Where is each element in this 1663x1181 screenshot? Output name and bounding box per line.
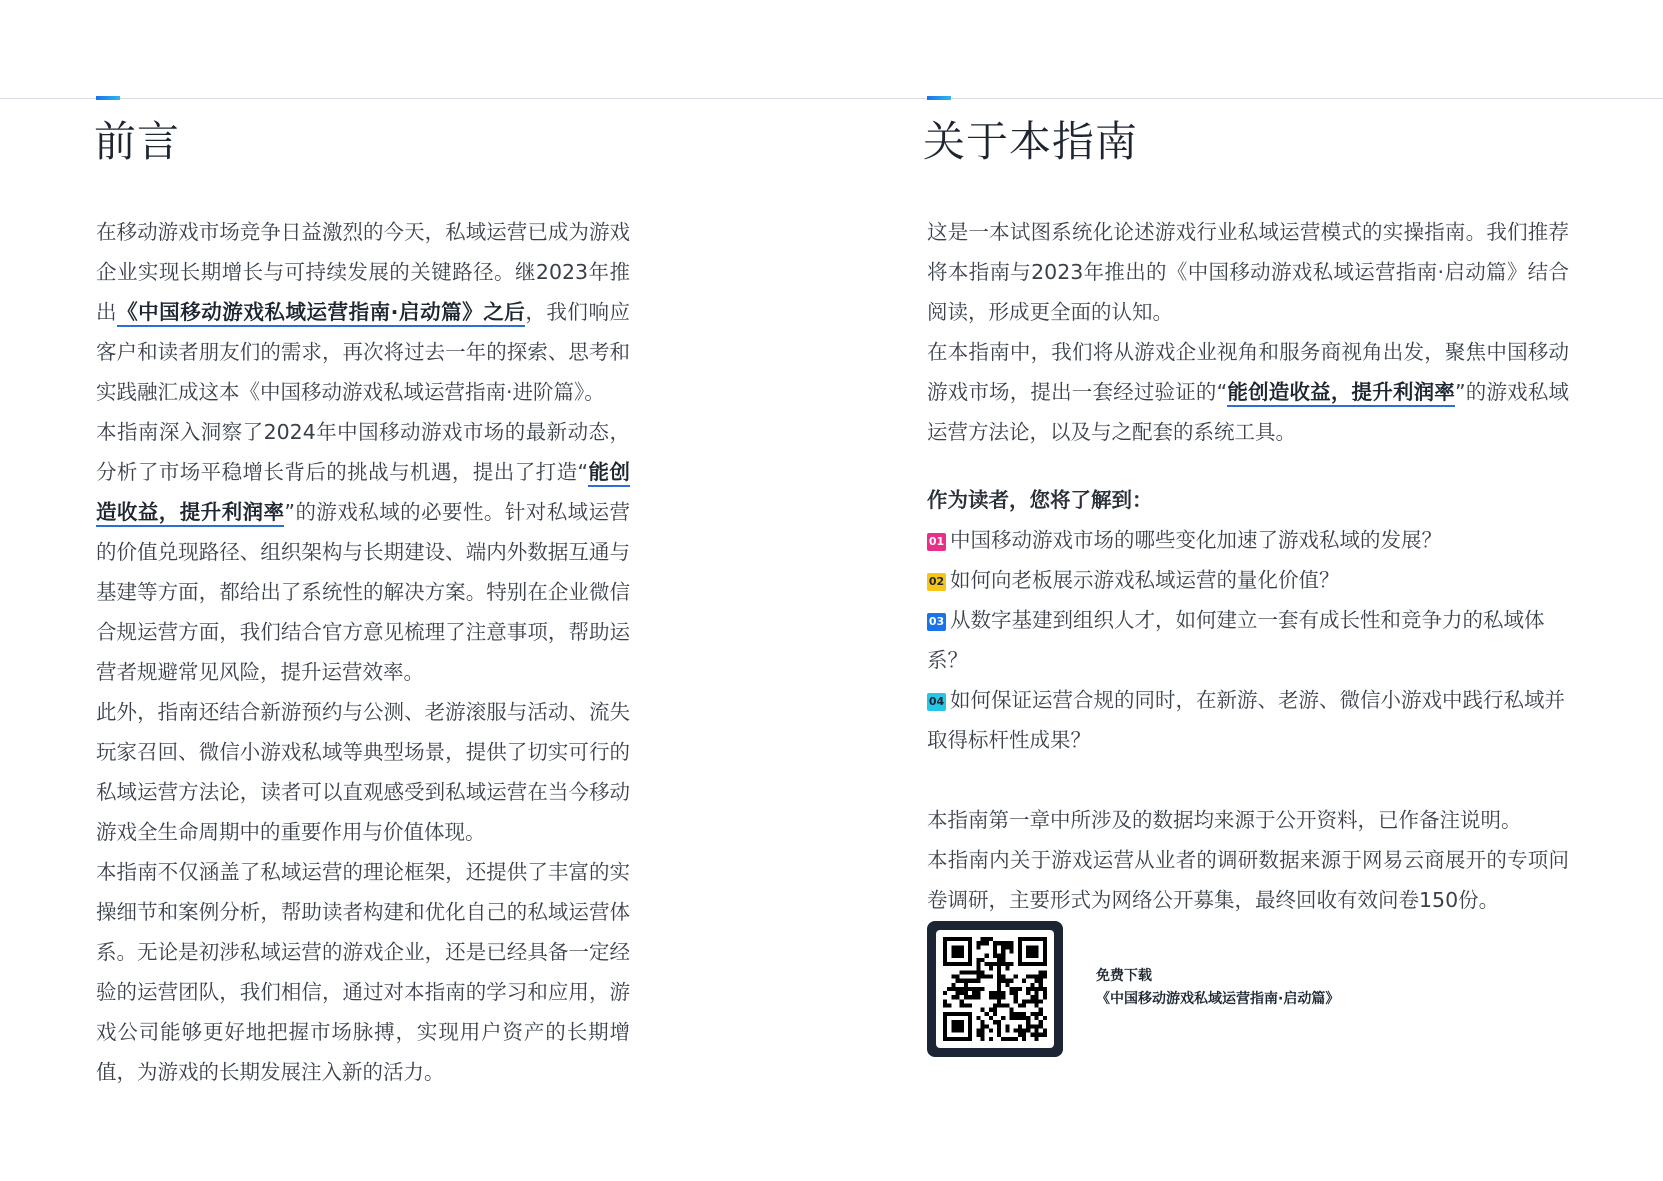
preface-paragraph-3: 此外，指南还结合新游预约与公测、老游滚服与活动、流失玩家召回、微信小游戏私域等典型场景，提供了切实可行的私域运营方法论，读者可以直观感受到私域运营在当今移动游戏全生命周期中的重要作用与价值体现。 bbox=[96, 700, 630, 844]
note-paragraph-1: 本指南第一章中所涉及的数据均来源于公开资料，已作备注说明。 bbox=[927, 808, 1522, 832]
number-badge-01: 01 bbox=[927, 533, 946, 551]
about-guide-title: 关于本指南 bbox=[923, 117, 1139, 166]
preface-p2-text-cont: ”的游戏私域的必要性。针对私域运营的价值兑现路径、组织架构与长期建设、端内外数据互通与基建等方面，都给出了系统性的解决方案。特别在企业微信合规运营方面，我们结合官方意见梳理了注意事项，帮助运营者规避常见风险，提升运营效率。 bbox=[96, 500, 631, 684]
about-highlight: 能创造收益，提升利润率 bbox=[1227, 380, 1455, 407]
about-p2-text: 在本指南中，我们将从游戏企业视角和服务商视角出发，聚焦中国移动游戏市场，提出一套经过验证的“ bbox=[927, 340, 1569, 404]
top-divider bbox=[0, 98, 1663, 99]
startup-guide-link[interactable]: 《中国移动游戏私域运营指南·启动篇》之后 bbox=[117, 300, 525, 327]
question-text: 从数字基建到组织人才，如何建立一套有成长性和竞争力的私域体系？ bbox=[927, 608, 1545, 672]
question-item bbox=[927, 520, 1569, 560]
about-paragraph-2 bbox=[927, 332, 1569, 452]
question-text: 如何保证运营合规的同时，在新游、老游、微信小游戏中践行私域并取得标杆性成果？ bbox=[927, 688, 1565, 752]
number-badge-04: 04 bbox=[927, 693, 946, 711]
download-caption bbox=[1096, 965, 1339, 1011]
qr-code-icon bbox=[936, 930, 1054, 1048]
download-guide-title[interactable]: 《中国移动游戏私域运营指南·启动篇》 bbox=[1096, 991, 1340, 1007]
preface-paragraph-1 bbox=[96, 212, 630, 412]
about-p2-text-cont: ”的游戏私域运营方法论，以及与之配套的系统工具。 bbox=[927, 380, 1570, 444]
data-source-notes bbox=[927, 800, 1569, 920]
preface-paragraph-4: 本指南不仅涵盖了私域运营的理论框架，还提供了丰富的实操细节和案例分析，帮助读者构建和优化自己的私域运营体系。无论是初涉私域运营的游戏企业，还是已经具备一定经验的运营团队，我们相信，通过对本指南的学习和应用，游戏公司能够更好地把握市场脉搏，实现用户资产的长期增值，为游戏的长期发展注入新的活力。 bbox=[96, 860, 630, 1084]
about-guide-section bbox=[927, 212, 1569, 920]
question-item bbox=[927, 600, 1569, 680]
heading-accent-bar-left bbox=[96, 96, 120, 100]
download-qr-code[interactable] bbox=[927, 921, 1063, 1057]
heading-accent-bar-right bbox=[927, 96, 951, 100]
number-badge-03: 03 bbox=[927, 613, 946, 631]
note-paragraph-2: 本指南内关于游戏运营从业者的调研数据来源于网易云商展开的专项问卷调研，主要形式为网络公开募集，最终回收有效问卷150份。 bbox=[927, 848, 1569, 912]
question-text: 如何向老板展示游戏私域运营的量化价值？ bbox=[950, 568, 1340, 592]
questions-title: 作为读者，您将了解到： bbox=[927, 488, 1153, 512]
question-item bbox=[927, 680, 1569, 760]
preface-paragraph-2 bbox=[96, 412, 630, 692]
preface-section bbox=[96, 212, 630, 1092]
questions-list bbox=[927, 520, 1569, 760]
preface-title: 前言 bbox=[94, 117, 181, 166]
number-badge-02: 02 bbox=[927, 573, 946, 591]
preface-p1-text: 在移动游戏市场竞争日益激烈的今天，私域运营已成为游戏企业实现长期增长与可持续发展的关键路径。继2023年推出 bbox=[96, 220, 630, 324]
download-label[interactable]: 免费下载 bbox=[1096, 968, 1152, 984]
question-item bbox=[927, 560, 1569, 600]
question-text: 中国移动游戏市场的哪些变化加速了游戏私域的发展？ bbox=[950, 528, 1442, 552]
preface-highlight: 能创造收益，提升利润率 bbox=[96, 460, 630, 527]
preface-p2-text: 本指南深入洞察了2024年中国移动游戏市场的最新动态，分析了市场平稳增长背后的挑战与机遇，提出了打造“ bbox=[96, 420, 630, 484]
preface-p1-text-cont: ，我们响应客户和读者朋友们的需求，再次将过去一年的探索、思考和实践融汇成这本《中国移动游戏私域运营指南·进阶篇》。 bbox=[96, 300, 631, 404]
about-paragraph-1: 这是一本试图系统化论述游戏行业私域运营模式的实操指南。我们推荐将本指南与2023年推出的《中国移动游戏私域运营指南·启动篇》结合阅读，形成更全面的认知。 bbox=[927, 220, 1569, 324]
